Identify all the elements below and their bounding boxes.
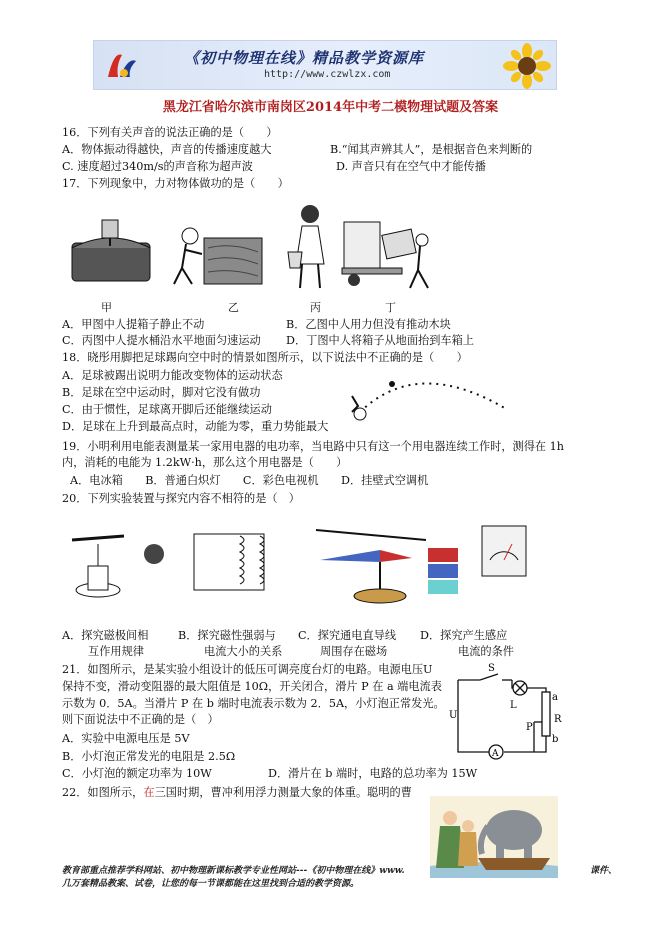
circuit-label-r: R	[554, 714, 562, 725]
carry-bucket-illustration	[288, 205, 324, 288]
q17-option-c: C．丙图中人提水桶沿水平地面匀速运动	[62, 334, 261, 347]
page-footer	[62, 865, 622, 891]
q17-caption-jia: 甲	[101, 301, 112, 314]
q20-figure	[62, 516, 532, 616]
q21-option-c: C．小灯泡的额定功率为 10W	[62, 767, 212, 780]
site-logo	[100, 47, 140, 83]
footer-line-2: 几万套精品教案、试卷，让您的每一节课都能在这里找到合适的教学资源。	[62, 879, 360, 889]
q19-line2: 内，消耗的电能为 1.2kW·h，那么这个用电器是（ ）	[62, 456, 348, 469]
q21-circuit-diagram	[449, 663, 570, 759]
circuit-label-p: P	[526, 722, 533, 733]
q17-option-a: A．甲图中人提箱子静止不动	[62, 318, 205, 331]
q19-line1: 19．小明利用电能表测量某一家用电器的电功率，当电路中只有这一个用电器连续工作时，测得在 1h	[62, 440, 564, 453]
q20-option-a-1: A．探究磁极间相	[62, 629, 149, 642]
q17-option-d: D．丁图中人将箱子从地面抬到车箱上	[286, 334, 474, 347]
q21-line3: 示数为 0．5A。当滑片 P 在 b 端时电流表示数为 2．5A，小灯泡正常发光。	[62, 697, 445, 710]
q20-option-d-1: D．探究产生感应	[420, 629, 508, 642]
q22-text: 22．如图所示，在三国时期，曹冲利用浮力测量大象的体重。聪明的曹	[62, 786, 412, 799]
q16-option-a: A．物体振动得越快，声音的传播速度越大	[62, 143, 272, 156]
q20-option-b-1: B．探究磁性强弱与	[178, 629, 276, 642]
banner-title: 《初中物理在线》精品教学资源库	[184, 49, 425, 67]
circuit-label-u: U	[449, 710, 458, 721]
q16-option-b: B.“闻其声辨其人”，是根据音色来判断的	[330, 143, 533, 156]
q17-option-b: B．乙图中人用力但没有推动木块	[286, 318, 451, 331]
q17-caption-yi: 乙	[228, 301, 239, 314]
circuit-label-b: b	[552, 734, 559, 745]
circuit-label-s: S	[488, 663, 495, 674]
q20-option-c-1: C．探究通电直导线	[298, 629, 397, 642]
q21-line4: 则下面说法中不正确的是（ ）	[62, 713, 219, 726]
circuit-label-a: a	[552, 692, 558, 703]
q18-stem: 18．晓彤用脚把足球踢向空中时的情景如图所示，以下说法中不正确的是（ ）	[62, 351, 468, 364]
q20-stem: 20．下列实验装置与探究内容不相符的是（ ）	[62, 492, 300, 505]
induction-apparatus	[428, 526, 526, 594]
push-block-illustration	[174, 228, 262, 284]
q21-line1: 21．如图所示，是某实验小组设计的低压可调亮度台灯的电路。电源电压U	[62, 663, 433, 676]
electromagnet-circuit	[194, 534, 264, 590]
q20-option-d-2: 电流的条件	[458, 645, 514, 658]
q18-option-b: B．足球在空中运动时，脚对它没有做功	[62, 386, 261, 399]
document-title: 黑龙江省哈尔滨市南岗区2014年中考二模物理试题及答案	[162, 100, 499, 115]
q16-option-c: C. 速度超过340m/s的声音称为超声波	[62, 160, 253, 173]
q18-option-d: D．足球在上升到最高点时，动能为零，重力势能最大	[62, 420, 329, 433]
q20-option-a-2: 互作用规律	[88, 645, 144, 658]
q21-line2: 保持不变，滑动变阻器的最大阻值是 10Ω，开关闭合，滑片 P 在 a 端电流表	[62, 680, 442, 693]
magnet-pivot-apparatus	[72, 536, 164, 597]
q16-stem: 16．下列有关声音的说法正确的是（ ）	[62, 126, 278, 139]
q17-caption-ding: 丁	[385, 301, 396, 314]
q20-option-c-2: 周围存在磁场	[320, 645, 388, 658]
q18-option-a: A．足球被踢出说明力能改变物体的运动状态	[62, 369, 283, 382]
sunflower-image	[502, 43, 552, 89]
circuit-label-l: L	[510, 700, 517, 711]
q21-option-a: A．实验中电源电压是 5V	[62, 732, 190, 745]
site-banner	[93, 40, 557, 90]
banner-url[interactable]: http://www.czwlzx.com	[264, 69, 391, 80]
q20-option-b-2: 电流大小的关系	[204, 645, 283, 658]
kick-trajectory-figure	[348, 366, 518, 432]
footer-line-1-tail: 课件、	[590, 866, 618, 876]
q21-option-b: B．小灯泡正常发光的电阻是 2.5Ω	[62, 750, 236, 763]
load-box-illustration	[342, 222, 428, 288]
footer-line-1: 教育部重点推荐学科网站、初中物理新课标教学专业性网站---《初中物理在线》www.	[62, 866, 405, 876]
box-lift-illustration	[72, 220, 150, 281]
q16-option-d: D. 声音只有在空气中才能传播	[336, 160, 486, 173]
q18-option-c: C．由于惯性，足球离开脚后还能继续运动	[62, 403, 272, 416]
ammeter-label: A	[492, 749, 499, 759]
oersted-apparatus	[316, 530, 426, 603]
q19-options: A．电冰箱 B．普通白炽灯 C．彩色电视机 D．挂壁式空调机	[70, 474, 429, 487]
q17-stem: 17．下列现象中，力对物体做功的是（ ）	[62, 177, 289, 190]
q21-option-d: D．滑片在 b 端时，电路的总功率为 15W	[268, 767, 478, 780]
q17-figure	[62, 198, 452, 293]
q17-caption-bing: 丙	[310, 301, 321, 314]
